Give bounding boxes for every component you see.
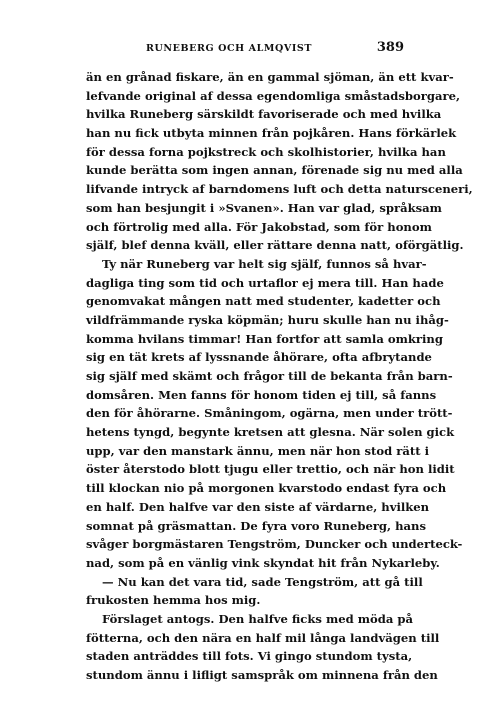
text-line: nad, som på en vänlig vink skyndat hit från Nykarleby. [86,555,440,570]
text-line: komma hvilans timmar! Han fortfor att samla omkring [86,331,443,346]
text-line: Ty när Runeberg var helt sig själf, funnos så hvar- [102,256,427,271]
text-line: genomvakat mången natt med studenter, kadetter och [86,294,441,309]
text-line: hvilka Runeberg särskildt favoriserade och med hvilka [86,107,442,122]
text-line: stundom ännu i lifligt samspråk om minnena från den [86,668,438,682]
text-line: sig en tät krets af lyssnande åhörare, ofta afbrytande [86,350,432,365]
text-line: till klockan nio på morgonen kvarstodo endast fyra och [86,481,447,496]
text-line: frukosten hemma hos mig. [86,593,261,608]
text-line: fötterna, och den nära en half mil långa landvägen till [86,630,440,645]
text-line: själf, blef denna kväll, eller rättare denna natt, oförgätlig. [86,238,464,253]
text-line: och förtrolig med alla. För Jakobstad, som för honom [86,219,432,234]
text-line: som han besjungit i »Svanen». Han var glad, språksam [86,200,442,215]
text-line: — Nu kan det vara tid, sade Tengström, att gå till [102,574,423,589]
text-line: domsåren. Men fanns för honom tiden ej till, så fanns [86,387,437,402]
running-title: RUNEBERG OCH ALMQVIST [146,43,312,54]
text-line: hetens tyngd, begynte kretsen att glesna. När solen gick [86,425,455,440]
page-number: 389 [376,40,404,55]
text-line: staden anträddes till fots. Vi gingo stundom tysta, [86,649,413,664]
text-line: vildfrämmande ryska köpmän; huru skulle han nu ihåg- [86,312,449,327]
text-line: än en grånad fiskare, än en gammal sjöman, än ett kvar- [86,70,454,84]
text-line: svåger borgmästaren Tengström, Duncker och underteck- [86,537,463,552]
text-line: kunde berätta som ingen annan, förenade sig nu med alla [86,163,463,178]
text-line: en half. Den halfve var den siste af värdarne, hvilken [86,499,430,514]
text-line: lefvande original af dessa egendomliga småstadsborgare, [86,88,461,103]
text-line: den för åhörarne. Småningom, ogärna, men under trött- [86,406,453,421]
body-text [86,68,473,685]
text-line: öster återstodo blott tjugu eller trettio, och när hon lidit [86,462,455,477]
text-line: Förslaget antogs. Den halfve ficks med möda på [102,611,414,626]
text-line: sig själf med skämt och frågor till de bekanta från barn- [86,369,453,383]
text-line: upp, var den manstark ännu, men när hon stod rätt i [86,443,430,458]
running-head [86,40,404,59]
text-line: somnat på gräsmattan. De fyra voro Runeberg, hans [86,518,427,533]
text-line: han nu fick utbyta minnen från pojkåren. Hans förkärlek [86,126,457,141]
text-line: för dessa forna pojkstreck och skolhistorier, hvilka han [86,144,446,159]
text-line: lifvande intryck af barndomens luft och detta natursceneri, [86,182,473,197]
text-line: dagliga ting som tid och urtaflor ej mera till. Han hade [86,275,444,290]
